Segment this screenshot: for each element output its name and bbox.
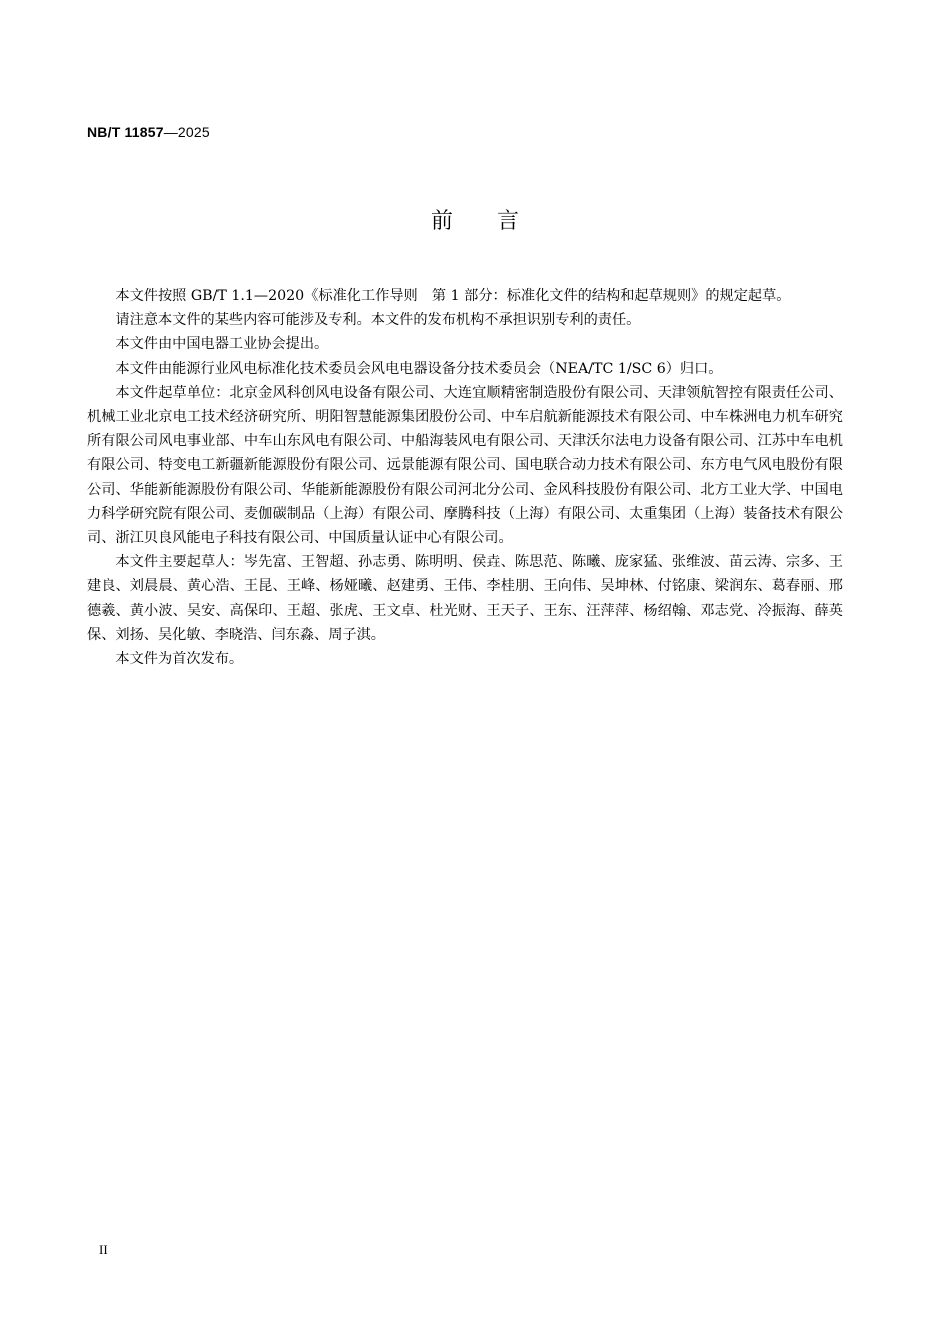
standard-code — [87, 124, 210, 140]
foreword-body — [87, 284, 843, 671]
paragraph-drafting-rules: 本文件按照 GB/T 1.1—2020《标准化工作导则 第 1 部分：标准化文件的结构和起草规则》的规定起草。 — [115, 288, 791, 304]
paragraph-proposer: 本文件由中国电器工业协会提出。 — [115, 336, 329, 353]
paragraph-committee: 本文件由能源行业风电标准化技术委员会风电电器设备分技术委员会（NEA/TC 1/SC 6）归口。 — [115, 360, 723, 377]
paragraph-first-release: 本文件为首次发布。 — [115, 651, 244, 668]
standard-code-year: —2025 — [163, 124, 210, 140]
paragraph-drafting-units: 本文件起草单位：北京金风科创风电设备有限公司、大连宜顺精密制造股份有限公司、天津领航智控有限责任公司、机械工业北京电工技术经济研究所、明阳智慧能源集团股份公司、中车启航新能源技术有限公司、中车株洲电力机车研究所有限公司风电事业部、中车山东风电有限公司、中船海装风电有限公司、天津沃尔法电力设备有限公司、江苏中车电机有限公司、特变电工新疆新能源股份有限公司、远景能源有限公司、国电联合动力技术有限公司、东方电气风电股份有限公司、华能新能源股份有限公司、华能新能源股份有限公司河北分公司、金风科技股份有限公司、北方工业大学、中国电力科学研究院有限公司、麦伽碳制品（上海）有限公司、摩腾科技（上海）有限公司、太重集团（上海）装备技术有限公司、浙江贝良风能电子科技有限公司、中国质量认证中心有限公司。 — [87, 384, 843, 547]
page-title: 前言 — [430, 209, 563, 234]
standard-code-number: NB/T 11857 — [87, 124, 164, 140]
paragraph-patent-notice: 请注意本文件的某些内容可能涉及专利。本文件的发布机构不承担识别专利的责任。 — [115, 312, 641, 329]
page-number: II — [99, 1242, 108, 1257]
paragraph-drafters: 本文件主要起草人：岑先富、王智超、孙志勇、陈明明、侯垚、陈思范、陈曦、庞家猛、张维波、苗云涛、宗多、王建良、刘晨晨、黄心浩、王昆、王峰、杨娅曦、赵建勇、王伟、李桂朋、王向伟、吴坤林、付铭康、梁润东、葛春丽、邢德羲、黄小波、吴安、高保印、王超、张虎、王文卓、杜光财、王天子、王东、汪萍萍、杨绍翰、邓志党、冷振海、薛英保、刘扬、吴化敏、李晓浩、闫东淼、周子淇。 — [87, 554, 843, 643]
